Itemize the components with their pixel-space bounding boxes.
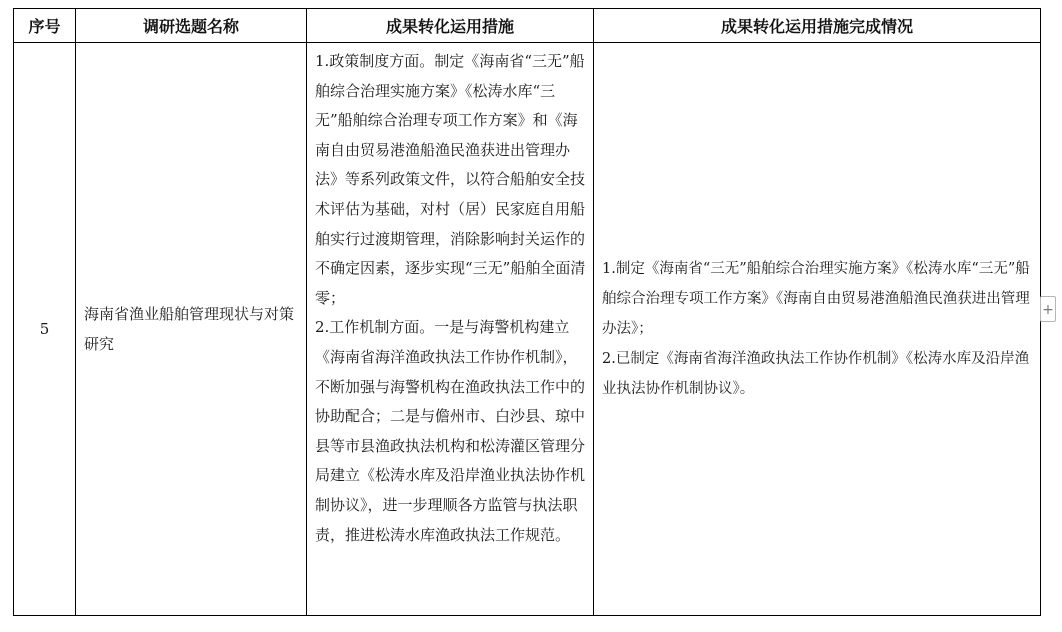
table-header-row [14,9,1041,43]
header-measures: 成果转化运用措施 [307,9,594,43]
table-row [14,43,1041,616]
results-table [13,8,1041,616]
status-item-policy: 1.制定《海南省“三无”船舶综合治理实施方案》《松涛水库“三无”船舶综合治理专项工作方案》《海南自由贸易港渔船渔民渔获进出管理办法》； [602,261,1030,337]
measure-item-policy: 1.政策制度方面。制定《海南省“三无”船舶综合治理实施方案》《松涛水库“三无”船舶综合治理专项工作方案》和《海南自由贸易港渔船渔民渔获进出管理办法》等系列政策文件，以符合船舶安全技术评估为基础，对村（居）民家庭自用船舶实行过渡期管理，消除影响封关运作的不确定因素，逐步实现“三无”船舶全面清零； [315,52,586,307]
row-number: 5 [14,43,76,616]
status-item-mechanism: 2.已制定《海南省海洋渔政执法工作协作机制》《松涛水库及沿岸渔业执法协作机制协议》。 [602,351,1030,397]
header-no: 序号 [14,9,76,43]
measures-cell [307,43,594,616]
header-status: 成果转化运用措施完成情况 [594,9,1041,43]
plus-icon[interactable]: + [1040,296,1056,322]
measure-item-mechanism: 2.工作机制方面。一是与海警机构建立《海南省海洋渔政执法工作协作机制》，不断加强与海警机构在渔政执法工作中的协助配合；二是与儋州市、白沙县、琼中县等市县渔政执法机构和松涛灌区管理分局建立《松涛水库及沿岸渔业执法协作机制协议》，进一步理顺各方监管与执法职责，推进松涛水库渔政执法工作规范。 [315,318,586,544]
research-topic: 海南省渔业船舶管理现状与对策研究 [76,43,307,616]
status-cell [594,43,1041,616]
header-topic: 调研选题名称 [76,9,307,43]
